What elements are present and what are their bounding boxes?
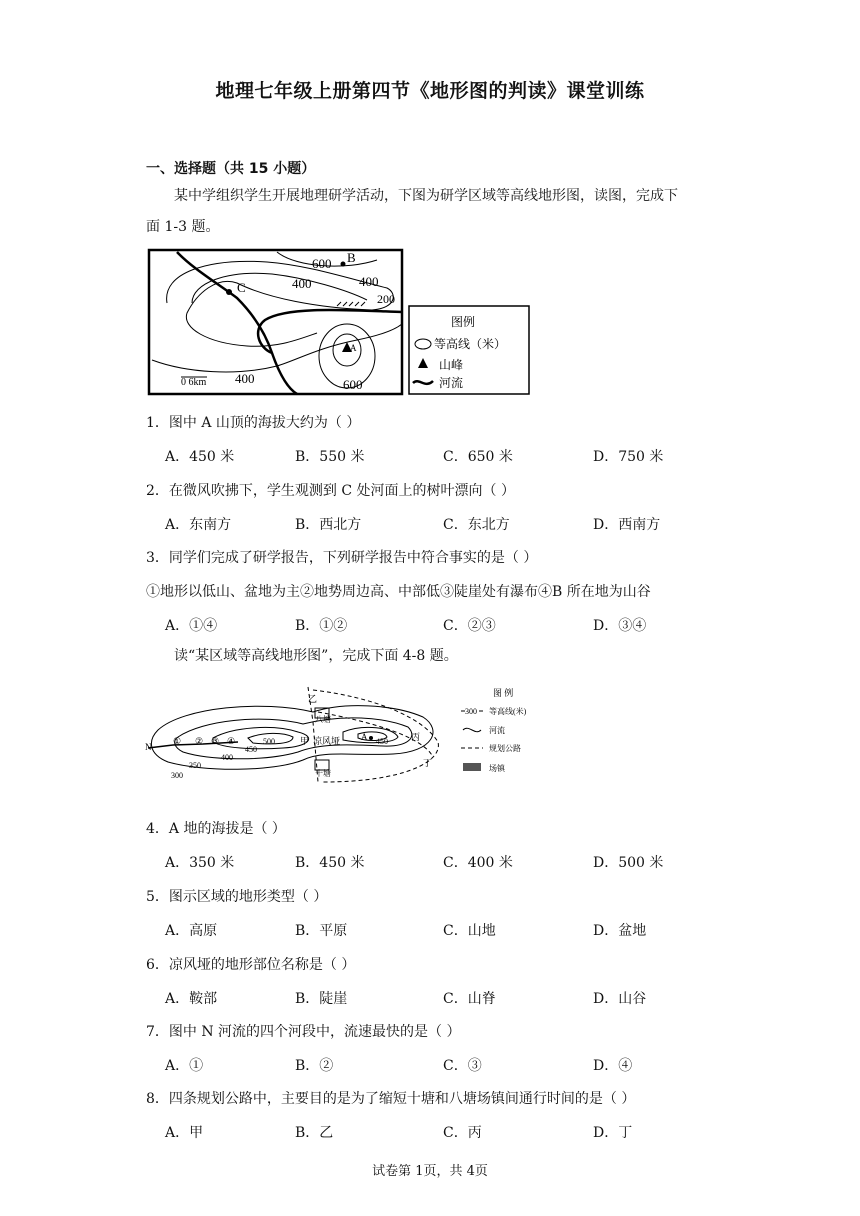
intro-line-1: 某中学组织学生开展地理研学活动，下图为研学区域等高线地形图，读图，完成下 [174, 188, 678, 204]
map2-label-st: 十塘 [315, 769, 331, 778]
question-3-statements: ①地形以低山、盆地为主②地势周边高、中部低③陡崖处有瀑布④B 所在地为山谷 [146, 584, 651, 600]
q8-option-b[interactable]: B．乙 [295, 1125, 334, 1141]
q3-option-c[interactable]: C．②③ [443, 618, 496, 634]
q3-option-d[interactable]: D．③④ [593, 618, 647, 634]
q7-option-d[interactable]: D．④ [593, 1058, 633, 1074]
map1-label-400c: 400 [235, 371, 255, 386]
q4-option-c[interactable]: C．400 米 [443, 855, 513, 871]
question-4-stem: 4．A 地的海拔是（ ） [146, 821, 286, 837]
map2-label-r4: ④ [227, 736, 236, 746]
question-5-stem: 5．图示区域的地形类型（ ） [146, 889, 328, 905]
map1-label-600b: 600 [343, 377, 363, 392]
q7-option-c[interactable]: C．③ [443, 1058, 482, 1074]
q1-option-c[interactable]: C．650 米 [443, 449, 513, 465]
q8-option-c[interactable]: C．丙 [443, 1125, 482, 1141]
map2-label-bing: 丙 [411, 732, 421, 742]
q5-option-a[interactable]: A．高原 [165, 923, 218, 939]
contour-map-2 [143, 682, 563, 786]
map2-legend-title: 图 例 [493, 688, 514, 698]
map2-label-300: 300 [171, 771, 183, 780]
map2-label-r1: ① [173, 736, 182, 746]
map1-label-a: A [350, 343, 357, 353]
q5-option-c[interactable]: C．山地 [443, 923, 496, 939]
legend2-river-icon [463, 728, 481, 731]
map2-legend-contour: 等高线(米) [489, 707, 527, 716]
map2-label-450a: 450 [245, 745, 257, 754]
q8-option-d[interactable]: D．丁 [593, 1125, 633, 1141]
map2-river-n [148, 742, 238, 748]
page-title: 地理七年级上册第四节《地形图的判读》课堂训练 [215, 80, 645, 102]
map2-label-r3: ③ [211, 736, 220, 746]
legend2-town-icon [463, 763, 481, 771]
q2-option-c[interactable]: C．东北方 [443, 517, 510, 533]
map1-scale-label: 0 6km [181, 377, 207, 388]
q5-option-b[interactable]: B．平原 [295, 923, 348, 939]
map1-label-b: B [347, 250, 356, 265]
map1-point-c [226, 289, 232, 295]
q1-option-d[interactable]: D．750 米 [593, 449, 664, 465]
map1-cliff [337, 302, 365, 306]
contour-map-1 [147, 248, 532, 396]
map1-contour-inner [192, 273, 367, 303]
map2-legend-river: 河流 [489, 726, 505, 735]
q1-option-a[interactable]: A．450 米 [165, 449, 235, 465]
legend-peak-icon [418, 358, 428, 368]
q4-option-a[interactable]: A．350 米 [165, 855, 235, 871]
intro-line-2: 面 1-3 题。 [146, 219, 220, 235]
intro-paragraph-1 [146, 181, 716, 211]
map2-legend-road: 规划公路 [489, 744, 521, 753]
page-footer: 试卷第 1页，共 4页 [372, 1164, 488, 1179]
q3-option-a[interactable]: A．①④ [165, 618, 218, 634]
map2-label-400: 400 [221, 753, 233, 762]
map2-legend-town: 场镇 [489, 764, 505, 773]
q6-option-d[interactable]: D．山谷 [593, 991, 647, 1007]
q5-option-d[interactable]: D．盆地 [593, 923, 647, 939]
q2-option-b[interactable]: B．西北方 [295, 517, 362, 533]
map1-legend-contour: 等高线（米） [434, 337, 507, 351]
map1-label-c: C [237, 280, 246, 295]
q4-option-b[interactable]: B．450 米 [295, 855, 365, 871]
legend-river-icon [413, 381, 433, 384]
map2-point-a [369, 736, 373, 740]
map1-legend-river: 河流 [439, 376, 464, 390]
map2-label-yi: 乙 [308, 694, 318, 704]
question-7-stem: 7．图中 N 河流的四个河段中，流速最快的是（ ） [146, 1024, 461, 1040]
map2-label-lfy: 凉风垭 [313, 736, 341, 746]
q4-option-d[interactable]: D．500 米 [593, 855, 664, 871]
legend-contour-icon [415, 339, 431, 349]
q6-option-a[interactable]: A．鞍部 [165, 991, 218, 1007]
map2-label-500: 500 [263, 737, 275, 746]
question-1-stem: 1．图中 A 山顶的海拔大约为（ ） [146, 415, 361, 431]
map1-label-400b: 400 [359, 274, 379, 289]
q6-option-c[interactable]: C．山脊 [443, 991, 496, 1007]
map2-label-r2: ② [195, 736, 204, 746]
map2-label-jia: 甲 [300, 736, 310, 746]
q6-option-b[interactable]: B．陡崖 [295, 991, 348, 1007]
map1-label-400a: 400 [292, 276, 312, 291]
question-8-stem: 8．四条规划公路中，主要目的是为了缩短十塘和八塘场镇间通行时间的是（ ） [146, 1091, 636, 1107]
map2-label-a: A [361, 732, 368, 742]
map2-label-bt: 八塘 [315, 715, 331, 724]
map1-label-600: 600 [312, 256, 332, 271]
map2-label-ding: 丁 [423, 758, 433, 768]
map1-legend-peak: 山峰 [439, 358, 464, 372]
question-2-stem: 2．在微风吹拂下，学生观测到 C 处河面上的树叶漂向（ ） [146, 483, 515, 499]
map2-label-450b: 450 [376, 737, 388, 746]
q2-option-d[interactable]: D．西南方 [593, 517, 661, 533]
intro-paragraph-2: 读“某区域等高线地形图”，完成下面 4-8 题。 [174, 648, 458, 664]
q2-option-a[interactable]: A．东南方 [165, 517, 232, 533]
q3-option-b[interactable]: B．①② [295, 618, 348, 634]
question-6-stem: 6．凉风垭的地形部位名称是（ ） [146, 957, 356, 973]
q8-option-a[interactable]: A．甲 [165, 1125, 204, 1141]
map2-legend-contour-num: 300 [465, 707, 477, 716]
q7-option-b[interactable]: B．② [295, 1058, 334, 1074]
map2-label-350: 350 [189, 761, 201, 770]
q7-option-a[interactable]: A．① [165, 1058, 204, 1074]
section-heading: 一、选择题（共 15 小题） [146, 161, 316, 177]
map1-point-b [341, 262, 346, 267]
q1-option-b[interactable]: B．550 米 [295, 449, 365, 465]
map1-label-200: 200 [377, 292, 395, 306]
question-3-stem: 3．同学们完成了研学报告，下列研学报告中符合事实的是（ ） [146, 550, 538, 566]
map2-contour-300 [151, 706, 433, 770]
map1-legend-title: 图例 [451, 315, 476, 329]
map2-label-n: N [145, 742, 152, 752]
